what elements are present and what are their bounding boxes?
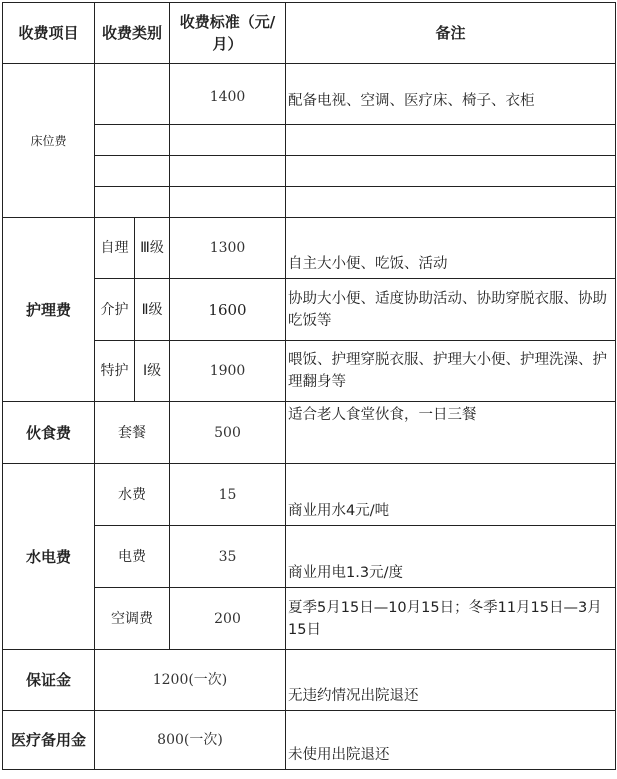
food-note: 适合老人食堂伙食，一日三餐 [286,402,616,464]
utility-label: 水电费 [3,464,95,650]
deposit-note: 无违约情况出院退还 [286,650,616,711]
bed-empty-row [3,156,616,187]
bed-row [3,64,616,125]
care-label: 护理费 [3,218,95,402]
utility-row [3,526,616,588]
utility-note: 商业用水4元/吨 [286,464,616,526]
fee-table [2,2,616,770]
utility-category: 空调费 [95,588,170,650]
utility-category: 电费 [95,526,170,588]
deposit-label: 保证金 [3,650,95,711]
header-row [3,3,616,64]
food-category: 套餐 [95,402,170,464]
care-type: 介护 [95,279,135,341]
utility-note: 夏季5月15日—10月15日；冬季11月15日—3月15日 [286,588,616,650]
deposit-amount: 1200(一次) [95,650,286,711]
care-row [3,279,616,341]
bed-category-cell [95,64,170,125]
header-standard: 收费标准（元/月） [170,3,286,64]
medical-label: 医疗备用金 [3,711,95,770]
header-category: 收费类别 [95,3,170,64]
care-type: 自理 [95,218,135,279]
deposit-row [3,650,616,711]
care-price: 1600 [170,279,286,341]
medical-amount: 800(一次) [95,711,286,770]
bed-note: 配备电视、空调、医疗床、椅子、衣柜 [286,64,616,125]
care-note: 喂饭、护理穿脱衣服、护理大小便、护理洗澡、护理翻身等 [286,341,616,402]
bed-price: 1400 [170,64,286,125]
bed-empty-row [3,125,616,156]
header-note: 备注 [286,3,616,64]
food-label: 伙食费 [3,402,95,464]
medical-row [3,711,616,770]
care-row [3,341,616,402]
utility-price: 15 [170,464,286,526]
food-row [3,402,616,464]
care-level: Ⅰ级 [135,341,170,402]
care-note: 自主大小便、吃饭、活动 [286,218,616,279]
utility-row [3,588,616,650]
utility-category: 水费 [95,464,170,526]
bed-empty-row [3,187,616,218]
medical-note: 未使用出院退还 [286,711,616,770]
care-note: 协助大小便、适度协助活动、协助穿脱衣服、协助吃饭等 [286,279,616,341]
utility-note: 商业用电1.3元/度 [286,526,616,588]
care-level: Ⅲ级 [135,218,170,279]
utility-price: 200 [170,588,286,650]
care-row [3,218,616,279]
food-price: 500 [170,402,286,464]
care-level: Ⅱ级 [135,279,170,341]
bed-label: 床位费 [3,64,95,218]
care-price: 1300 [170,218,286,279]
utility-price: 35 [170,526,286,588]
care-type: 特护 [95,341,135,402]
care-price: 1900 [170,341,286,402]
header-item: 收费项目 [3,3,95,64]
utility-row [3,464,616,526]
